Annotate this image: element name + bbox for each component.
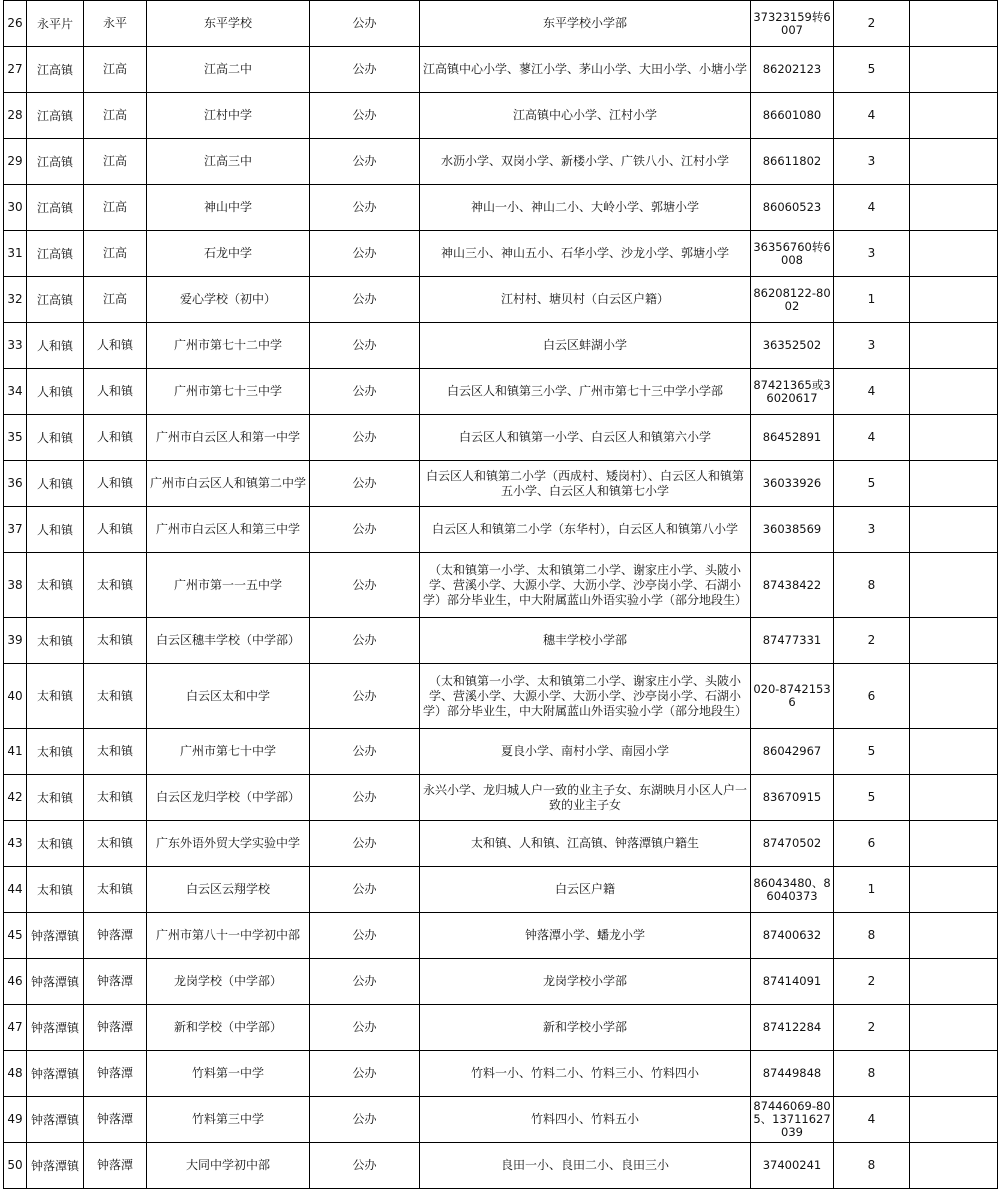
enrollment-scope-cell: 东平学校小学部	[420, 1, 751, 47]
enrollment-scope-cell: 白云区户籍	[420, 867, 751, 913]
class-count-cell: 2	[834, 959, 910, 1005]
class-count-cell: 6	[834, 821, 910, 867]
school-type-cell: 公办	[310, 93, 420, 139]
table-row	[4, 277, 998, 323]
town-cell: 人和镇	[84, 369, 147, 415]
note-cell	[910, 231, 998, 277]
class-count-cell: 4	[834, 415, 910, 461]
table-row	[4, 1051, 998, 1097]
phone-cell: 86043480、86040373	[751, 867, 834, 913]
enrollment-scope-cell: 神山三小、神山五小、石华小学、沙龙小学、郭塘小学	[420, 231, 751, 277]
town-cell: 钟落潭	[84, 913, 147, 959]
class-count-cell: 1	[834, 867, 910, 913]
school-type-cell: 公办	[310, 1143, 420, 1189]
row-number-cell: 33	[4, 323, 27, 369]
area-cell: 太和镇	[27, 775, 84, 821]
enrollment-scope-cell: 龙岗学校小学部	[420, 959, 751, 1005]
area-cell: 江高镇	[27, 185, 84, 231]
area-cell: 江高镇	[27, 277, 84, 323]
table-row	[4, 1097, 998, 1143]
table-row	[4, 775, 998, 821]
phone-cell: 86611802	[751, 139, 834, 185]
note-cell	[910, 185, 998, 231]
table-row	[4, 139, 998, 185]
class-count-cell: 5	[834, 461, 910, 507]
phone-cell: 36038569	[751, 507, 834, 553]
table-row	[4, 913, 998, 959]
note-cell	[910, 277, 998, 323]
school-name-cell: 大同中学初中部	[147, 1143, 310, 1189]
note-cell	[910, 507, 998, 553]
class-count-cell: 4	[834, 185, 910, 231]
school-name-cell: 东平学校	[147, 1, 310, 47]
school-type-cell: 公办	[310, 415, 420, 461]
enrollment-scope-cell: 白云区人和镇第一小学、白云区人和镇第六小学	[420, 415, 751, 461]
row-number-cell: 36	[4, 461, 27, 507]
enrollment-scope-cell: 白云区人和镇第二小学（西成村、矮岗村）、白云区人和镇第五小学、白云区人和镇第七小学	[420, 461, 751, 507]
row-number-cell: 37	[4, 507, 27, 553]
area-cell: 钟落潭镇	[27, 1097, 84, 1143]
table-row	[4, 729, 998, 775]
town-cell: 江高	[84, 47, 147, 93]
class-count-cell: 8	[834, 1143, 910, 1189]
school-name-cell: 新和学校（中学部）	[147, 1005, 310, 1051]
school-name-cell: 白云区龙归学校（中学部）	[147, 775, 310, 821]
area-cell: 钟落潭镇	[27, 1005, 84, 1051]
table-body	[4, 1, 998, 1189]
town-cell: 太和镇	[84, 775, 147, 821]
row-number-cell: 28	[4, 93, 27, 139]
town-cell: 江高	[84, 185, 147, 231]
town-cell: 人和镇	[84, 415, 147, 461]
table-row	[4, 47, 998, 93]
school-name-cell: 白云区太和中学	[147, 664, 310, 729]
town-cell: 太和镇	[84, 867, 147, 913]
class-count-cell: 6	[834, 664, 910, 729]
table-row	[4, 664, 998, 729]
note-cell	[910, 729, 998, 775]
area-cell: 太和镇	[27, 664, 84, 729]
school-type-cell: 公办	[310, 47, 420, 93]
class-count-cell: 1	[834, 277, 910, 323]
row-number-cell: 35	[4, 415, 27, 461]
school-name-cell: 石龙中学	[147, 231, 310, 277]
phone-cell: 87438422	[751, 553, 834, 618]
area-cell: 江高镇	[27, 231, 84, 277]
town-cell: 太和镇	[84, 618, 147, 664]
phone-cell: 87421365或36020617	[751, 369, 834, 415]
note-cell	[910, 1, 998, 47]
town-cell: 人和镇	[84, 461, 147, 507]
school-name-cell: 广州市白云区人和第三中学	[147, 507, 310, 553]
class-count-cell: 8	[834, 1051, 910, 1097]
enrollment-scope-cell: 白云区人和镇第二小学（东华村），白云区人和镇第八小学	[420, 507, 751, 553]
row-number-cell: 41	[4, 729, 27, 775]
row-number-cell: 43	[4, 821, 27, 867]
area-cell: 钟落潭镇	[27, 913, 84, 959]
note-cell	[910, 47, 998, 93]
school-type-cell: 公办	[310, 1, 420, 47]
note-cell	[910, 1143, 998, 1189]
phone-cell: 86208122-8002	[751, 277, 834, 323]
phone-cell: 87414091	[751, 959, 834, 1005]
school-type-cell: 公办	[310, 323, 420, 369]
school-type-cell: 公办	[310, 507, 420, 553]
row-number-cell: 39	[4, 618, 27, 664]
table-row	[4, 415, 998, 461]
phone-cell: 87446069-805、13711627039	[751, 1097, 834, 1143]
enrollment-scope-cell: 江高镇中心小学、蓼江小学、茅山小学、大田小学、小塘小学	[420, 47, 751, 93]
area-cell: 人和镇	[27, 507, 84, 553]
row-number-cell: 42	[4, 775, 27, 821]
town-cell: 永平	[84, 1, 147, 47]
phone-cell: 86202123	[751, 47, 834, 93]
class-count-cell: 5	[834, 775, 910, 821]
note-cell	[910, 553, 998, 618]
row-number-cell: 40	[4, 664, 27, 729]
school-type-cell: 公办	[310, 729, 420, 775]
enrollment-scope-cell: 竹料四小、竹料五小	[420, 1097, 751, 1143]
row-number-cell: 26	[4, 1, 27, 47]
area-cell: 钟落潭镇	[27, 959, 84, 1005]
phone-cell: 87412284	[751, 1005, 834, 1051]
table-row	[4, 618, 998, 664]
school-name-cell: 江高三中	[147, 139, 310, 185]
enrollment-scope-cell: 竹料一小、竹料二小、竹料三小、竹料四小	[420, 1051, 751, 1097]
school-type-cell: 公办	[310, 553, 420, 618]
enrollment-scope-cell: 夏良小学、南村小学、南园小学	[420, 729, 751, 775]
school-type-cell: 公办	[310, 664, 420, 729]
area-cell: 人和镇	[27, 415, 84, 461]
note-cell	[910, 775, 998, 821]
enrollment-scope-cell: 永兴小学、龙归城人户一致的业主子女、东湖映月小区人户一致的业主子女	[420, 775, 751, 821]
enrollment-scope-cell: 水沥小学、双岗小学、新楼小学、广铁八小、江村小学	[420, 139, 751, 185]
phone-cell: 87470502	[751, 821, 834, 867]
note-cell	[910, 821, 998, 867]
note-cell	[910, 323, 998, 369]
area-cell: 太和镇	[27, 821, 84, 867]
school-name-cell: 神山中学	[147, 185, 310, 231]
school-type-cell: 公办	[310, 139, 420, 185]
town-cell: 人和镇	[84, 323, 147, 369]
school-type-cell: 公办	[310, 821, 420, 867]
school-type-cell: 公办	[310, 369, 420, 415]
class-count-cell: 2	[834, 1, 910, 47]
phone-cell: 37400241	[751, 1143, 834, 1189]
row-number-cell: 30	[4, 185, 27, 231]
area-cell: 永平片	[27, 1, 84, 47]
school-name-cell: 广东外语外贸大学实验中学	[147, 821, 310, 867]
row-number-cell: 46	[4, 959, 27, 1005]
town-cell: 钟落潭	[84, 959, 147, 1005]
town-cell: 江高	[84, 93, 147, 139]
area-cell: 钟落潭镇	[27, 1051, 84, 1097]
table-row	[4, 1005, 998, 1051]
note-cell	[910, 369, 998, 415]
school-name-cell: 爱心学校（初中）	[147, 277, 310, 323]
town-cell: 钟落潭	[84, 1143, 147, 1189]
phone-cell: 87477331	[751, 618, 834, 664]
enrollment-scope-cell: （太和镇第一小学、太和镇第二小学、谢家庄小学、头陂小学、营溪小学、大源小学、大沥小学、沙亭岗小学、石湖小学）部分毕业生，中大附属蓝山外语实验小学（部分地段生）	[420, 553, 751, 618]
town-cell: 江高	[84, 277, 147, 323]
town-cell: 人和镇	[84, 507, 147, 553]
town-cell: 江高	[84, 231, 147, 277]
table-row	[4, 959, 998, 1005]
school-type-cell: 公办	[310, 277, 420, 323]
school-name-cell: 广州市第七十二中学	[147, 323, 310, 369]
town-cell: 钟落潭	[84, 1051, 147, 1097]
table-row	[4, 1, 998, 47]
row-number-cell: 31	[4, 231, 27, 277]
school-name-cell: 广州市第八十一中学初中部	[147, 913, 310, 959]
school-name-cell: 白云区云翔学校	[147, 867, 310, 913]
school-name-cell: 广州市第七十中学	[147, 729, 310, 775]
enrollment-scope-cell: 神山一小、神山二小、大岭小学、郭塘小学	[420, 185, 751, 231]
school-type-cell: 公办	[310, 618, 420, 664]
phone-cell: 37323159转6007	[751, 1, 834, 47]
class-count-cell: 2	[834, 618, 910, 664]
phone-cell: 86042967	[751, 729, 834, 775]
school-type-cell: 公办	[310, 1005, 420, 1051]
enrollment-scope-cell: 太和镇、人和镇、江高镇、钟落潭镇户籍生	[420, 821, 751, 867]
school-name-cell: 广州市白云区人和镇第二中学	[147, 461, 310, 507]
class-count-cell: 3	[834, 139, 910, 185]
table-row	[4, 93, 998, 139]
school-type-cell: 公办	[310, 959, 420, 1005]
class-count-cell: 8	[834, 913, 910, 959]
note-cell	[910, 139, 998, 185]
row-number-cell: 27	[4, 47, 27, 93]
phone-cell: 86601080	[751, 93, 834, 139]
class-count-cell: 5	[834, 47, 910, 93]
school-type-cell: 公办	[310, 867, 420, 913]
school-name-cell: 广州市第一一五中学	[147, 553, 310, 618]
town-cell: 钟落潭	[84, 1005, 147, 1051]
enrollment-scope-cell: 江村村、塘贝村（白云区户籍）	[420, 277, 751, 323]
area-cell: 太和镇	[27, 867, 84, 913]
area-cell: 江高镇	[27, 93, 84, 139]
town-cell: 钟落潭	[84, 1097, 147, 1143]
school-type-cell: 公办	[310, 185, 420, 231]
area-cell: 太和镇	[27, 729, 84, 775]
table-row	[4, 185, 998, 231]
phone-cell: 020-87421536	[751, 664, 834, 729]
school-enrollment-table	[3, 0, 998, 1189]
row-number-cell: 47	[4, 1005, 27, 1051]
phone-cell: 87449848	[751, 1051, 834, 1097]
school-type-cell: 公办	[310, 461, 420, 507]
phone-cell: 87400632	[751, 913, 834, 959]
table-row	[4, 323, 998, 369]
school-name-cell: 江高二中	[147, 47, 310, 93]
phone-cell: 36352502	[751, 323, 834, 369]
area-cell: 钟落潭镇	[27, 1143, 84, 1189]
enrollment-scope-cell: 良田一小、良田二小、良田三小	[420, 1143, 751, 1189]
row-number-cell: 49	[4, 1097, 27, 1143]
enrollment-scope-cell: 穗丰学校小学部	[420, 618, 751, 664]
note-cell	[910, 461, 998, 507]
enrollment-scope-cell: 白云区人和镇第三小学、广州市第七十三中学小学部	[420, 369, 751, 415]
table-row	[4, 507, 998, 553]
town-cell: 太和镇	[84, 553, 147, 618]
school-type-cell: 公办	[310, 913, 420, 959]
row-number-cell: 45	[4, 913, 27, 959]
table-row	[4, 461, 998, 507]
note-cell	[910, 1005, 998, 1051]
row-number-cell: 38	[4, 553, 27, 618]
area-cell: 江高镇	[27, 139, 84, 185]
school-name-cell: 广州市第七十三中学	[147, 369, 310, 415]
table-row	[4, 867, 998, 913]
area-cell: 人和镇	[27, 323, 84, 369]
class-count-cell: 3	[834, 323, 910, 369]
note-cell	[910, 959, 998, 1005]
enrollment-scope-cell: 新和学校小学部	[420, 1005, 751, 1051]
school-name-cell: 广州市白云区人和第一中学	[147, 415, 310, 461]
enrollment-scope-cell: 江高镇中心小学、江村小学	[420, 93, 751, 139]
phone-cell: 86060523	[751, 185, 834, 231]
enrollment-scope-cell: 白云区蚌湖小学	[420, 323, 751, 369]
class-count-cell: 3	[834, 231, 910, 277]
phone-cell: 86452891	[751, 415, 834, 461]
table-row	[4, 369, 998, 415]
phone-cell: 36033926	[751, 461, 834, 507]
town-cell: 太和镇	[84, 664, 147, 729]
note-cell	[910, 913, 998, 959]
note-cell	[910, 415, 998, 461]
school-name-cell: 江村中学	[147, 93, 310, 139]
row-number-cell: 34	[4, 369, 27, 415]
school-type-cell: 公办	[310, 231, 420, 277]
phone-cell: 36356760转6008	[751, 231, 834, 277]
school-type-cell: 公办	[310, 775, 420, 821]
table-row	[4, 1143, 998, 1189]
area-cell: 太和镇	[27, 553, 84, 618]
class-count-cell: 4	[834, 1097, 910, 1143]
row-number-cell: 48	[4, 1051, 27, 1097]
class-count-cell: 4	[834, 369, 910, 415]
note-cell	[910, 664, 998, 729]
row-number-cell: 44	[4, 867, 27, 913]
school-name-cell: 竹料第一中学	[147, 1051, 310, 1097]
school-name-cell: 白云区穗丰学校（中学部）	[147, 618, 310, 664]
town-cell: 江高	[84, 139, 147, 185]
class-count-cell: 2	[834, 1005, 910, 1051]
area-cell: 人和镇	[27, 369, 84, 415]
note-cell	[910, 1051, 998, 1097]
class-count-cell: 5	[834, 729, 910, 775]
phone-cell: 83670915	[751, 775, 834, 821]
enrollment-scope-cell: 钟落潭小学、蟠龙小学	[420, 913, 751, 959]
table-row	[4, 231, 998, 277]
note-cell	[910, 618, 998, 664]
school-name-cell: 竹料第三中学	[147, 1097, 310, 1143]
note-cell	[910, 93, 998, 139]
town-cell: 太和镇	[84, 729, 147, 775]
school-type-cell: 公办	[310, 1097, 420, 1143]
class-count-cell: 3	[834, 507, 910, 553]
row-number-cell: 32	[4, 277, 27, 323]
row-number-cell: 50	[4, 1143, 27, 1189]
class-count-cell: 8	[834, 553, 910, 618]
note-cell	[910, 867, 998, 913]
class-count-cell: 4	[834, 93, 910, 139]
table-row	[4, 553, 998, 618]
school-name-cell: 龙岗学校（中学部）	[147, 959, 310, 1005]
row-number-cell: 29	[4, 139, 27, 185]
area-cell: 江高镇	[27, 47, 84, 93]
enrollment-scope-cell: （太和镇第一小学、太和镇第二小学、谢家庄小学、头陂小学、营溪小学、大源小学、大沥小学、沙亭岗小学、石湖小学）部分毕业生，中大附属蓝山外语实验小学（部分地段生）	[420, 664, 751, 729]
school-type-cell: 公办	[310, 1051, 420, 1097]
town-cell: 太和镇	[84, 821, 147, 867]
area-cell: 太和镇	[27, 618, 84, 664]
note-cell	[910, 1097, 998, 1143]
area-cell: 人和镇	[27, 461, 84, 507]
table-row	[4, 821, 998, 867]
